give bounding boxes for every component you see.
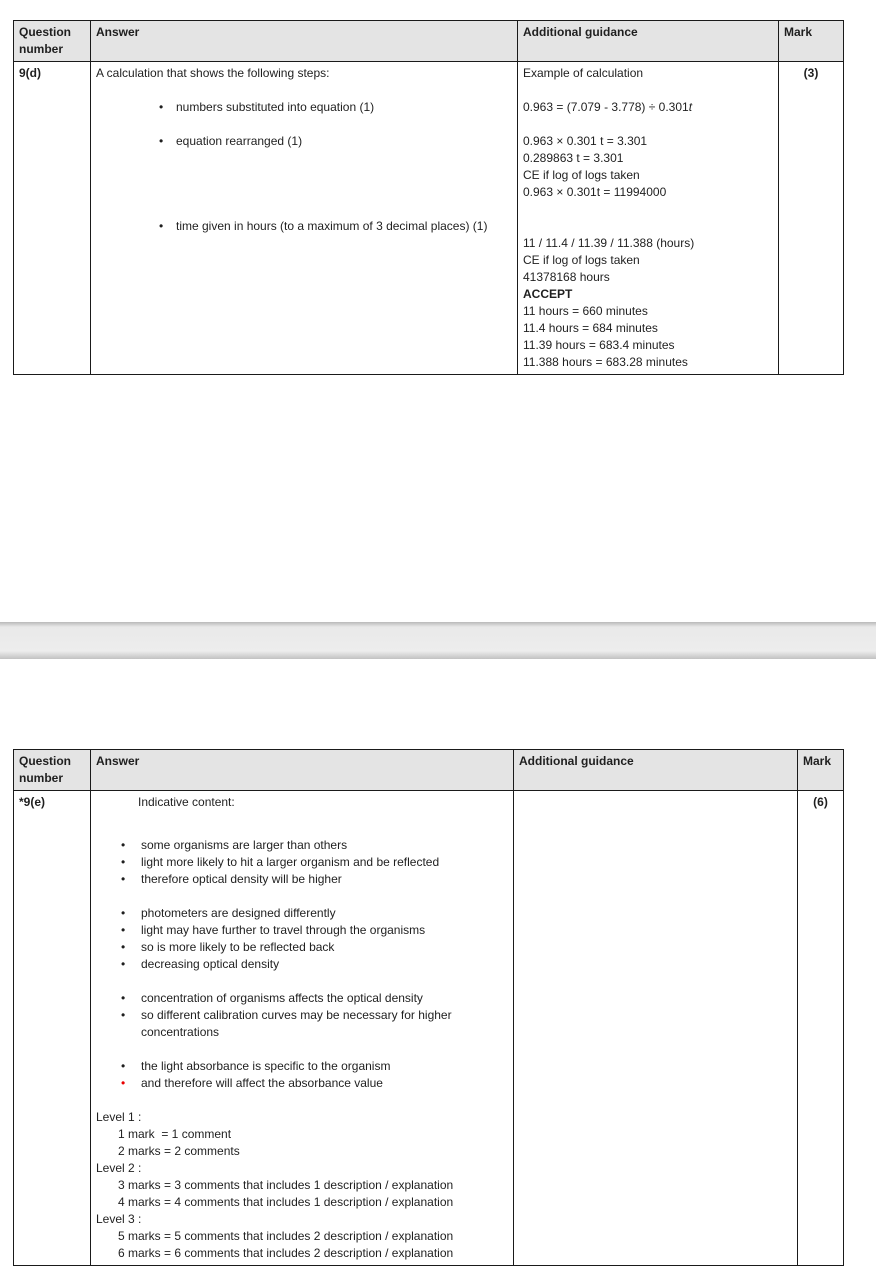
answer-cell [91, 791, 514, 1266]
page-break-separator [0, 622, 876, 659]
bullet-text: numbers substituted into equation (1) [176, 100, 375, 114]
bullet-item [96, 922, 508, 939]
bullet-text: so is more likely to be reflected back [141, 940, 335, 954]
mark-cell [779, 62, 844, 375]
level-label: Level 2 : [96, 1161, 142, 1175]
bullet-marker: • [121, 906, 126, 920]
header-question-number: Question number [14, 750, 91, 791]
bullet-text: so different calibration curves may be necessary for higher concentrations [141, 1008, 452, 1039]
answer-cell [91, 62, 518, 375]
mark-value: (3) [803, 66, 819, 80]
bullet-text: therefore optical density will be higher [141, 872, 342, 886]
header-mark: Mark [779, 21, 844, 62]
guidance-line: 0.963 × 0.301 t = 3.301 [523, 134, 648, 148]
bullet-item [96, 854, 508, 871]
bullet-text: light more likely to hit a larger organism and be reflected [141, 855, 440, 869]
bullet-marker: • [121, 957, 126, 971]
level-item: 1 mark = 1 comment [118, 1127, 232, 1141]
table-header-row [14, 21, 844, 62]
guidance-line: 11 hours = 660 minutes [523, 304, 648, 318]
table-header-row [14, 750, 844, 791]
bullet-item [96, 956, 508, 973]
level-item: 4 marks = 4 comments that includes 1 description / explanation [118, 1195, 454, 1209]
bullet-item [96, 905, 508, 922]
bullet-text: equation rearranged (1) [176, 134, 303, 148]
indicative-bullet-groups [96, 837, 508, 1092]
bullet-item [96, 1007, 508, 1041]
guidance-line: 11 / 11.4 / 11.39 / 11.388 (hours) [523, 236, 695, 250]
bullet-marker: • [121, 1059, 126, 1073]
level-item: 5 marks = 5 comments that includes 2 description / explanation [118, 1229, 454, 1243]
bullet-item [96, 837, 508, 854]
bullet-marker: • [159, 219, 164, 233]
table-row [14, 791, 844, 1266]
bullet-text: some organisms are larger than others [141, 838, 348, 852]
bullet-group [96, 837, 508, 888]
bullet-item [96, 1075, 508, 1092]
guidance-line: Example of calculation [523, 66, 644, 80]
bullet-text: light may have further to travel through the organisms [141, 923, 426, 937]
bullet-marker: • [159, 134, 164, 148]
level-item: 2 marks = 2 comments [118, 1144, 240, 1158]
guidance-line: 0.963 = (7.079 - 3.778) ÷ 0.301t [523, 100, 693, 114]
bullet-marker: • [121, 1076, 126, 1090]
header-question-number: Question number [14, 21, 91, 62]
bullet-marker: • [121, 940, 126, 954]
guidance-line: ACCEPT [523, 287, 573, 301]
guidance-line: 11.388 hours = 683.28 minutes [523, 355, 688, 369]
bullet-marker: • [121, 855, 126, 869]
guidance-line: 0.963 × 0.301t = 11994000 [523, 185, 667, 199]
question-number-cell: *9(e) [14, 791, 91, 1266]
level-label: Level 3 : [96, 1212, 142, 1226]
bullet-text: time given in hours (to a maximum of 3 decimal places) (1) [176, 219, 488, 233]
guidance-line: 11.4 hours = 684 minutes [523, 321, 658, 335]
header-additional-guidance: Additional guidance [514, 750, 798, 791]
header-mark: Mark [798, 750, 844, 791]
bullet-text: and therefore will affect the absorbance value [141, 1076, 383, 1090]
bullet-item [96, 990, 508, 1007]
mark-cell [798, 791, 844, 1266]
bullet-marker: • [121, 838, 126, 852]
header-answer: Answer [91, 21, 518, 62]
guidance-line: 11.39 hours = 683.4 minutes [523, 338, 675, 352]
bullet-item [96, 133, 512, 150]
bullet-text: photometers are designed differently [141, 906, 336, 920]
bullet-marker: • [121, 923, 126, 937]
bullet-group [96, 905, 508, 973]
bullet-group [96, 1058, 508, 1092]
table-row [14, 62, 844, 375]
bullet-item [96, 1058, 508, 1075]
level-item: 3 marks = 3 comments that includes 1 description / explanation [118, 1178, 454, 1192]
guidance-line: 41378168 hours [523, 270, 610, 284]
bullet-text: the light absorbance is specific to the organism [141, 1059, 391, 1073]
guidance-line: CE if log of logs taken [523, 168, 640, 182]
question-number-cell: 9(d) [14, 62, 91, 375]
guidance-line: 0.289863 t = 3.301 [523, 151, 624, 165]
answer-intro: A calculation that shows the following steps: [96, 66, 330, 80]
answer-bullet-list [96, 99, 512, 235]
bullet-item [96, 218, 512, 235]
bullet-item [96, 939, 508, 956]
bullet-marker: • [159, 100, 164, 114]
bullet-text: concentration of organisms affects the optical density [141, 991, 423, 1005]
guidance-lines [523, 65, 773, 371]
bullet-marker: • [121, 991, 126, 1005]
indicative-content-heading: Indicative content: [138, 795, 235, 809]
mark-scheme-table-9d [13, 20, 844, 375]
bullet-text: decreasing optical density [141, 957, 280, 971]
level-descriptors [96, 1109, 508, 1262]
header-additional-guidance: Additional guidance [518, 21, 779, 62]
guidance-cell [514, 791, 798, 1266]
header-answer: Answer [91, 750, 514, 791]
level-label: Level 1 : [96, 1110, 142, 1124]
bullet-group [96, 990, 508, 1041]
guidance-cell [518, 62, 779, 375]
mark-value: (6) [813, 795, 828, 809]
bullet-marker: • [121, 1008, 126, 1022]
bullet-item [96, 871, 508, 888]
level-item: 6 marks = 6 comments that includes 2 description / explanation [118, 1246, 454, 1260]
bullet-marker: • [121, 872, 126, 886]
mark-scheme-table-9e [13, 749, 844, 1266]
bullet-item [96, 99, 512, 116]
guidance-line: CE if log of logs taken [523, 253, 640, 267]
